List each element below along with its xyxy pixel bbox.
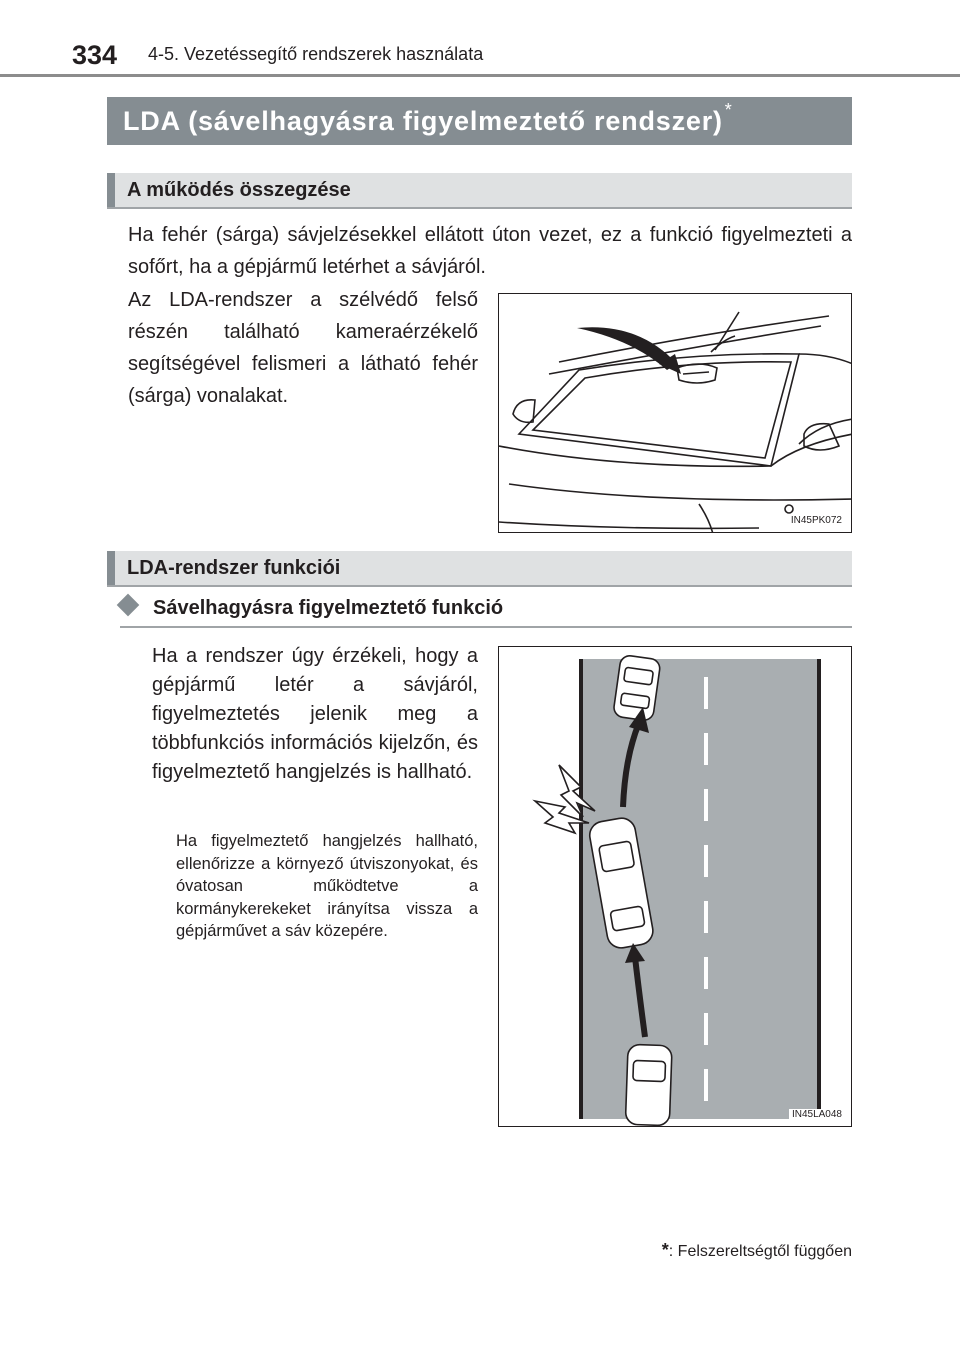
footnote	[662, 1240, 852, 1261]
header-rule	[0, 74, 960, 77]
footnote-text: : Felszereltségtől függően	[668, 1243, 852, 1260]
page-title: LDA (sávelhagyásra figyelmeztető rendszer)	[123, 106, 723, 136]
section-heading-overview	[107, 173, 852, 207]
windshield-illustration	[499, 294, 852, 533]
subsection-title: Sávelhagyásra figyelmeztető funkció	[153, 597, 504, 619]
overview-paragraph: Ha fehér (sárga) sávjelzésekkel ellátott úton vezet, ez a funkció figyelmezteti a sofőrt, ha a gépjármű letérhet a sávjáról.	[128, 224, 852, 278]
subsection-rule	[120, 626, 852, 628]
windshield-camera-figure	[498, 293, 852, 533]
section-heading-label: LDA-rendszer funkciói	[127, 557, 341, 579]
section-heading-functions	[107, 551, 852, 585]
asterisk-mark: *	[724, 100, 733, 120]
lane-departure-figure	[498, 646, 852, 1127]
note-paragraph: Ha figyelmeztető hangjelzés hallható, ellenőrizze a környező útviszonyokat, és óvatosan működtetve a kormánykerekeket irányítsa vissza a gépjárművet a sáv közepére.	[176, 832, 478, 941]
section-rule	[107, 207, 852, 209]
page-number: 334	[72, 40, 118, 70]
section-heading-bar	[107, 551, 115, 585]
section-heading-label: A működés összegzése	[127, 179, 351, 201]
figure-code: IN45PK072	[788, 515, 845, 526]
diamond-bullet-icon	[117, 594, 140, 617]
figure-code: IN45LA048	[789, 1109, 845, 1120]
page-title-bar	[107, 97, 852, 145]
running-head: 4-5. Vezetéssegítő rendszerek használata	[148, 44, 484, 64]
section-heading-bar	[107, 173, 115, 207]
footnote-asterisk: *	[661, 1240, 669, 1260]
section-rule	[107, 585, 852, 587]
warning-paragraph: Ha a rendszer úgy érzékeli, hogy a gépjármű letér a sávjáról, figyelmeztetés jelenik meg a többfunkciós információs kijelzőn, és figyelmeztető hangjelzés is hallható.	[152, 645, 478, 783]
lane-departure-illustration	[499, 647, 852, 1127]
camera-paragraph: Az LDA-rendszer a szélvédő felső részén található kameraérzékelő segítségével felismeri a látható fehér (sárga) vonalakat.	[128, 289, 478, 407]
